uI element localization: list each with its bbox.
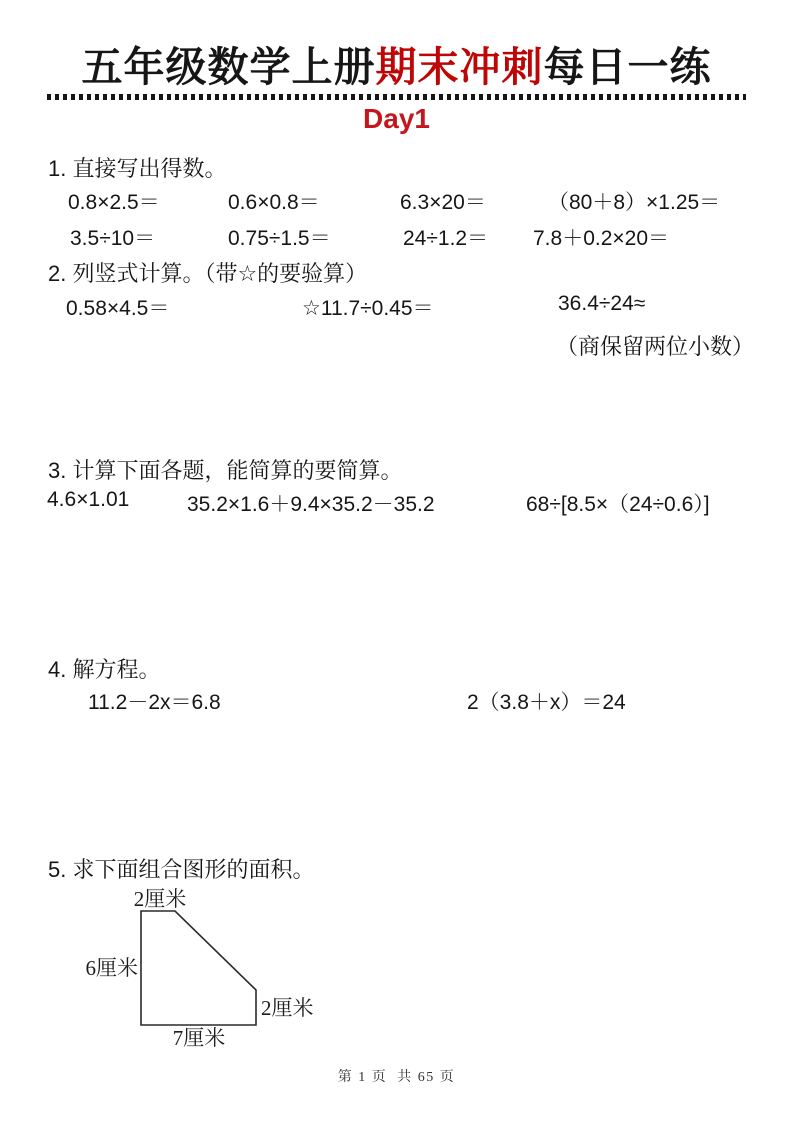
- day-label: Day1: [363, 103, 430, 134]
- q2-item-3: 36.4÷24≈: [558, 292, 646, 315]
- q5-heading: 5. 求下面组合图形的面积。: [48, 857, 315, 882]
- composite-shape-outline: [141, 911, 256, 1025]
- q2-item-1: 0.58×4.5＝: [66, 297, 170, 320]
- q3-item-3: 68÷[8.5×（24÷0.6）]: [526, 493, 710, 516]
- q4-item-2: 2（3.8＋x）＝24: [467, 691, 626, 714]
- title-black-right: 每日一练: [543, 44, 712, 90]
- figure-label-left: 6厘米: [86, 956, 138, 980]
- q1-r1-item-3: 6.3×20＝: [400, 191, 486, 214]
- q4-heading: 4. 解方程。: [48, 657, 161, 682]
- figure-label-top: 2厘米: [133, 887, 187, 911]
- q1-heading: 1. 直接写出得数。: [48, 156, 227, 181]
- figure-label-right: 2厘米: [261, 996, 314, 1020]
- composite-shape-figure: [86, 882, 326, 1062]
- q4-item-1: 11.2－2x＝6.8: [88, 691, 221, 714]
- q2-rounding-note: （商保留两位小数）: [556, 334, 755, 359]
- q3-item-1: 4.6×1.01: [47, 488, 130, 511]
- q1-r2-item-1: 3.5÷10＝: [70, 227, 156, 250]
- title-black-left: 五年级数学上册: [81, 44, 376, 90]
- q1-r2-item-3: 24÷1.2＝: [403, 227, 489, 250]
- q1-r1-item-1: 0.8×2.5＝: [68, 191, 160, 214]
- q1-r2-item-4: 7.8＋0.2×20＝: [533, 227, 670, 250]
- q1-r2-item-2: 0.75÷1.5＝: [228, 227, 331, 250]
- q3-heading: 3. 计算下面各题，能简算的要简算。: [48, 458, 403, 483]
- figure-label-bottom: 7厘米: [172, 1026, 226, 1050]
- page-title: [0, 34, 793, 93]
- dotted-divider: [47, 94, 746, 100]
- q1-r1-item-4: （80＋8）×1.25＝: [548, 191, 721, 214]
- q2-heading: 2. 列竖式计算。（带☆的要验算）: [48, 261, 368, 286]
- q1-r1-item-2: 0.6×0.8＝: [228, 191, 320, 214]
- title-red-highlight: 期末冲刺: [375, 44, 544, 90]
- q2-item-2: ☆11.7÷0.45＝: [302, 297, 434, 320]
- page-number-footer: 第 1 页 共 65 页: [337, 1070, 456, 1085]
- q3-item-2: 35.2×1.6＋9.4×35.2－35.2: [187, 493, 435, 516]
